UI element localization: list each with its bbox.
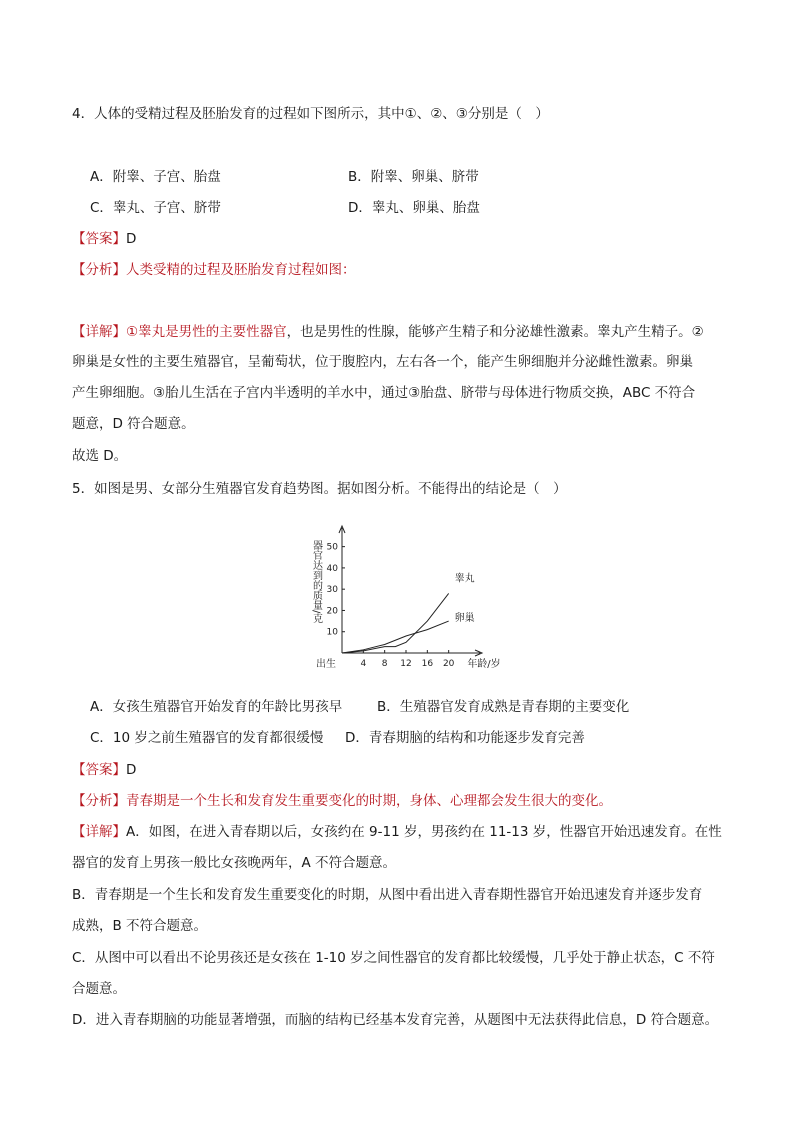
- analysis-text: 人类受精的过程及胚胎发育过程如图：: [126, 262, 356, 278]
- analysis-text: 青春期是一个生长和发育发生重要变化的时期，身体、心理都会发生很大的变化。: [126, 793, 612, 809]
- q4-choose: 故选 D。: [72, 448, 128, 464]
- q5-detail-b2: 成熟，B 不符合题意。: [72, 918, 208, 934]
- y-tick-label: 10: [326, 627, 338, 638]
- q4-detail-line4: 题意，D 符合题意。: [72, 416, 195, 432]
- x-tick-label: 4: [360, 659, 367, 669]
- series-label-0: 睾丸: [454, 573, 475, 585]
- q5-answer: [72, 758, 136, 778]
- q5-detail-a2: 器官的发育上男孩一般比女孩晚两年，A 不符合题意。: [72, 855, 397, 871]
- q4-stem: 4．人体的受精过程及胚胎发育的过程如下图所示，其中①、②、③分别是（ ）: [72, 106, 549, 122]
- x-tick-label: 20: [442, 659, 455, 669]
- series-line-0: [342, 593, 449, 653]
- q4-detail-line1: [72, 320, 704, 340]
- y-tick-label: 50: [326, 542, 338, 553]
- x-tick-label: 8: [381, 659, 388, 669]
- detail-text: A．如图，在进入青春期以后，女孩约在 9-11 岁，男孩约在 11-13 岁，性器官开始迅速发育。在性: [126, 824, 722, 840]
- q5-stem: 5．如图是男、女部分生殖器官发育趋势图。据如图分析。不能得出的结论是（ ）: [72, 481, 567, 497]
- q4-option-d[interactable]: D．睾丸、卵巢、胎盘: [348, 200, 480, 216]
- q4-answer: [72, 227, 136, 247]
- x-tick-label: 12: [400, 659, 412, 669]
- q5-analysis: [72, 789, 612, 809]
- chart-axes: [339, 526, 482, 656]
- detail-tag: 【详解】: [72, 824, 126, 840]
- q5-detail-c1: C．从图中可以看出不论男孩还是女孩在 1-10 岁之间性器官的发育都比较缓慢，几乎处于静止状态，C 不符: [72, 950, 715, 966]
- q5-detail-a1: [72, 820, 722, 840]
- q5-detail-b1: B．青春期是一个生长和发育发生重要变化的时期，从图中看出进入青春期性器官开始迅速发育并逐步发育: [72, 887, 703, 903]
- detail-tag: 【详解】: [72, 324, 126, 340]
- q4-detail-line3: 产生卵细胞。③胎儿生活在子宫内半透明的羊水中，通过③胎盘、脐带与母体进行物质交换，ABC 不符合: [72, 385, 696, 401]
- q4-analysis: [72, 258, 356, 278]
- x-axis-label: 年龄/岁: [467, 659, 501, 670]
- answer-tag: 【答案】: [72, 762, 126, 778]
- x-tick-label: 16: [421, 659, 434, 669]
- q5-option-d[interactable]: D．青春期脑的结构和功能逐步发育完善: [345, 730, 585, 746]
- detail-red-text: ①睾丸是男性的主要性器官: [126, 324, 287, 340]
- chart-ticks: [327, 543, 455, 669]
- y-tick-label: 40: [326, 563, 338, 574]
- y-tick-label: 20: [326, 606, 338, 617]
- chart-series: [342, 593, 449, 653]
- analysis-tag: 【分析】: [72, 793, 126, 809]
- organ-growth-chart: [290, 518, 520, 678]
- q4-option-a[interactable]: A．附睾、子宫、胎盘: [90, 169, 221, 185]
- q4-option-b[interactable]: B．附睾、卵巢、脐带: [348, 169, 479, 185]
- origin-label: 出生: [316, 659, 336, 670]
- q4-option-c[interactable]: C．睾丸、子宫、脐带: [90, 200, 221, 216]
- series-line-1: [342, 621, 449, 653]
- series-label-1: 卵巢: [454, 613, 475, 625]
- q5-option-b[interactable]: B．生殖器官发育成熟是青春期的主要变化: [377, 699, 630, 715]
- y-axis-label: 器官达到的质量/克: [310, 540, 322, 624]
- analysis-tag: 【分析】: [72, 262, 126, 278]
- q5-detail-d1: D．进入青春期脑的功能显著增强，而脑的结构已经基本发育完善，从题图中无法获得此信息，D 符合题意。: [72, 1012, 719, 1028]
- q5-detail-c2: 合题意。: [72, 981, 126, 997]
- answer-value: D: [126, 231, 137, 247]
- answer-tag: 【答案】: [72, 231, 126, 247]
- q4-detail-line2: 卵巢是女性的主要生殖器官，呈葡萄状，位于腹腔内，左右各一个，能产生卵细胞并分泌雌性激素。卵巢: [72, 354, 693, 370]
- q5-option-a[interactable]: A．女孩生殖器官开始发育的年龄比男孩早: [90, 699, 343, 715]
- y-tick-label: 30: [326, 585, 338, 596]
- q5-option-c[interactable]: C．10 岁之前生殖器官的发育都很缓慢: [90, 730, 324, 746]
- answer-value: D: [126, 762, 137, 778]
- detail-text: ，也是男性的性腺，能够产生精子和分泌雄性激素。睾丸产生精子。②: [286, 324, 704, 340]
